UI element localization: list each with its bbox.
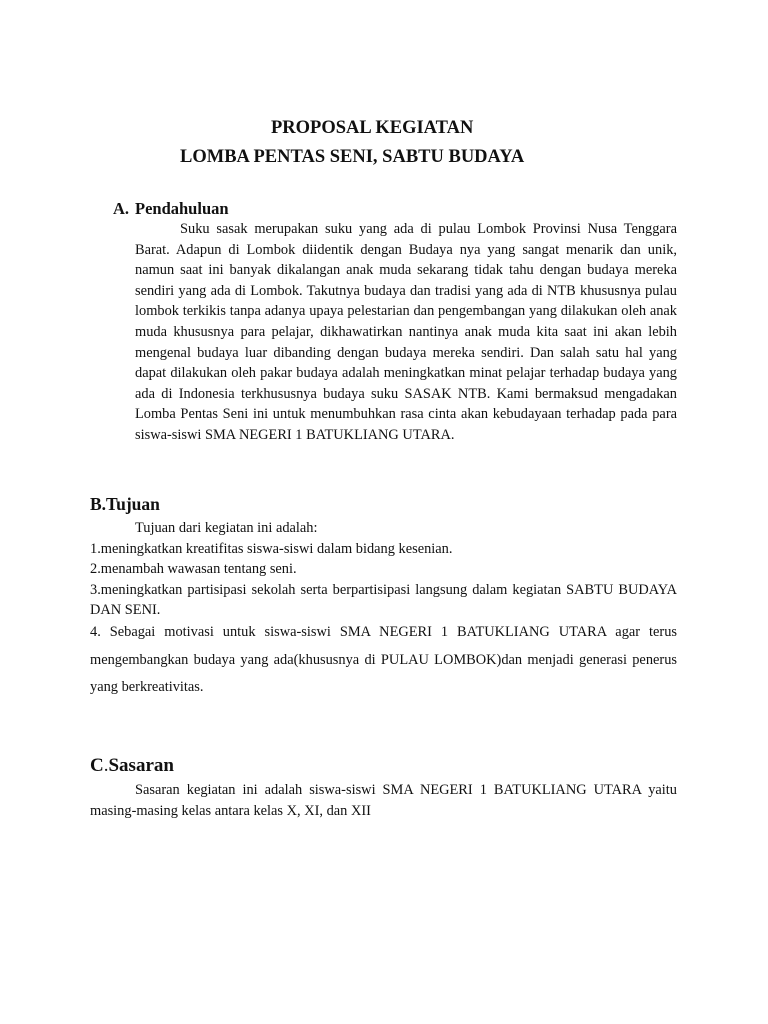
section-c-heading-dot: . xyxy=(103,755,109,776)
section-a-heading xyxy=(113,199,229,219)
document-title-line1: PROPOSAL KEGIATAN xyxy=(271,118,474,138)
section-b-item-2: 2.menambah wawasan tentang seni. xyxy=(90,561,297,577)
section-c-paragraph xyxy=(90,780,677,821)
section-c-heading xyxy=(90,755,174,777)
section-b-item-1: 1.meningkatkan kreatifitas siswa-siswi dalam bidang kesenian. xyxy=(90,541,453,557)
section-a-paragraph xyxy=(135,219,677,446)
section-c-heading-letter: C xyxy=(90,755,104,776)
section-a-marker: A. xyxy=(113,199,130,218)
document-title-line2: LOMBA PENTAS SENI, SABTU BUDAYA xyxy=(180,147,525,167)
section-a-body: Suku sasak merupakan suku yang ada di pulau Lombok Provinsi Nusa Tenggara Barat. Adapun di Lombok diidentik dengan Budaya nya yang sangat menarik dan unik, namun saat ini banyak dikalangan anak muda sekarang tidak tahu dengan budaya mereka sendiri yang ada di Lombok. Takutnya budaya dan tradisi yang ada di NTB khususnya pulau lombok terkikis tanpa adanya upaya pelestarian dan pengembangan yang dilakukan oleh anak muda khususnya para pelajar, dikhawatirkan nantinya anak muda kita saat ini akan lebih mengenal budaya luar dibanding dengan budaya mereka sendiri. Dan salah satu hal yang dapat dilakukan oleh pakar budaya adalah meningkatkan minat pelajar terhadap budaya yang ada di Indonesia terkhususnya budaya suku SASAK NTB. Kami bermaksud mengadakan Lomba Pentas Seni ini untuk menumbuhkan rasa cinta akan kebudayaan terhadap pada para siswa-siswi SMA NEGERI 1 BATUKLIANG UTARA. xyxy=(135,221,677,443)
section-b-item-3: 3.meningkatkan partisipasi sekolah serta berpartisipasi langsung dalam kegiatan SABTU BUDAYA DAN SENI. xyxy=(90,582,677,618)
section-b-heading: B.Tujuan xyxy=(90,494,160,514)
section-c-body: Sasaran kegiatan ini adalah siswa-siswi SMA NEGERI 1 BATUKLIANG UTARA yaitu masing-masing kelas antara kelas X, XI, dan XII xyxy=(90,782,677,819)
section-b-item-4: 4. Sebagai motivasi untuk siswa-siswi SMA NEGERI 1 BATUKLIANG UTARA agar terus mengembangkan budaya yang ada(khususnya di PULAU LOMBOK)dan menjadi generasi penerus yang berkreativitas. xyxy=(90,624,677,695)
section-a-heading-text: Pendahuluan xyxy=(135,199,229,218)
section-b-intro: Tujuan dari kegiatan ini adalah: xyxy=(135,520,318,536)
section-c-heading-word: Sasaran xyxy=(108,755,174,776)
